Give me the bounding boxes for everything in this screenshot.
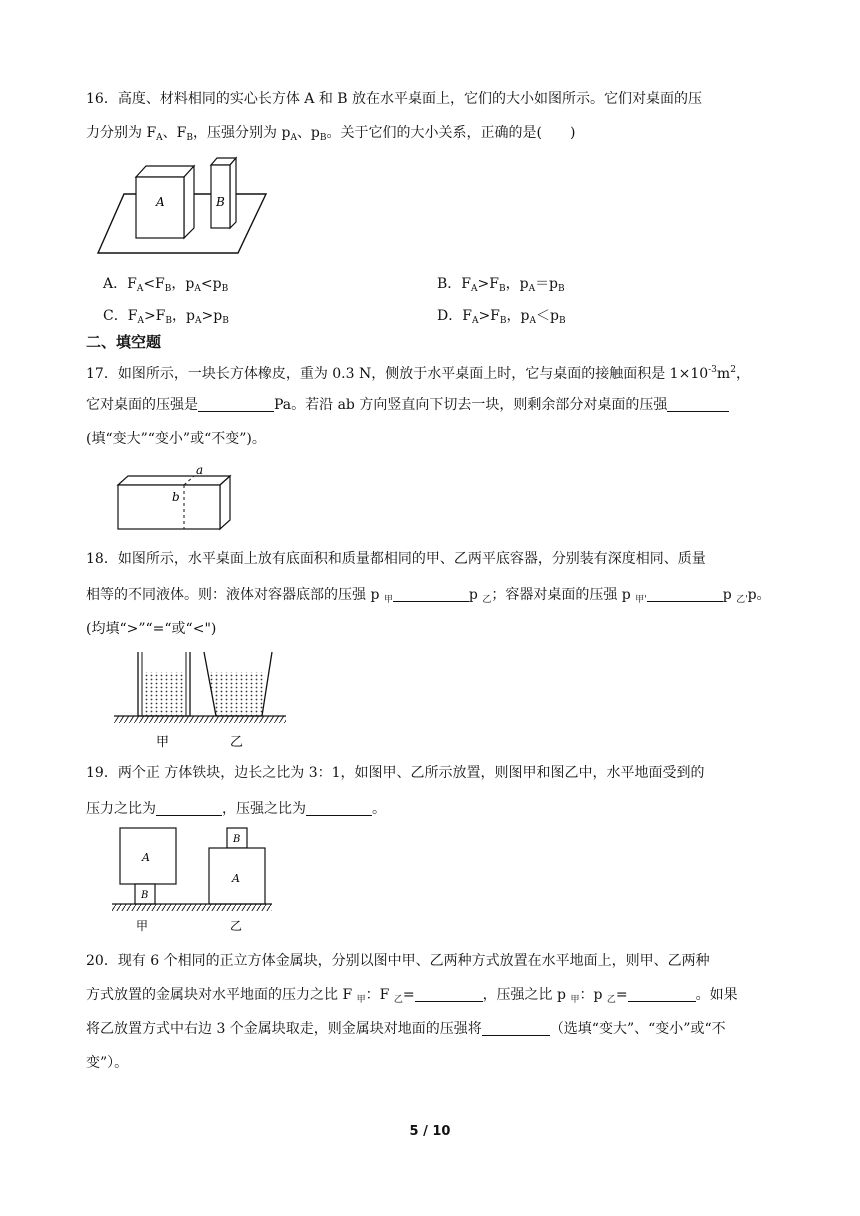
page-number: 5 / 10 xyxy=(409,1124,451,1139)
q16-line1: 16．高度、材料相同的实心长方体 A 和 B 放在水平桌面上，它们的大小如图所示。它们对桌面的压 xyxy=(86,91,703,107)
q18-line3: (均填“>”“=“或“<") xyxy=(86,621,217,637)
q18-label-jia: 甲 xyxy=(156,735,170,750)
q20-line3: 将乙放置方式中右边 3 个金属块取走，则金属块对地面的压强将 （选填“变大”、“变小”或“不 xyxy=(86,1021,726,1037)
q17-label-b: b xyxy=(172,490,180,504)
q16-option-c: C．$F_A>F_B$，$p_A>p_B$ xyxy=(103,308,229,326)
q17-label-a: a xyxy=(196,463,204,477)
q19-jia-b: B xyxy=(141,890,149,901)
q19-yi-a: A xyxy=(232,872,240,885)
q19-yi-b: B xyxy=(233,834,241,845)
q20-line2: 方式放置的金属块对水平地面的压力之比 F $_甲$：F $_乙$= ，压强之比 p $_甲$：p $_乙$= 。如果 xyxy=(86,987,738,1005)
q19-line1: 19．两个正 方体铁块，边长之比为 3：1，如图甲、乙所示放置，则图甲和图乙中，水平地面受到的 xyxy=(86,765,705,781)
q19-label-jia: 甲 xyxy=(136,919,149,933)
q16-figure xyxy=(96,150,276,262)
q18-figure xyxy=(110,650,290,754)
q16-option-b: B．$F_A>F_B$，$p_A=p_B$ xyxy=(437,276,565,294)
q18-line1: 18．如图所示，水平桌面上放有底面积和质量都相同的甲、乙两平底容器，分别装有深度相同、质量 xyxy=(86,551,706,567)
q18-label-yi: 乙 xyxy=(230,735,244,750)
q16-line2: 力分别为 $F_A$、$F_B$，压强分别为 $p_A$、$p_B$。关于它们的大小关系，正确的是( ) xyxy=(86,125,576,143)
q19-label-yi: 乙 xyxy=(230,919,243,933)
q19-figure xyxy=(110,826,280,940)
q20-line4: 变”）。 xyxy=(86,1055,129,1071)
q16-option-a: A．$F_A<F_B$，$p_A<p_B$ xyxy=(103,276,229,294)
q17-line2: 它对桌面的压强是 Pa。若沿 ab 方向竖直向下切去一块，则剩余部分对桌面的压强 xyxy=(86,395,729,415)
q17-figure xyxy=(112,463,236,533)
section-heading: 二、填空题 xyxy=(86,333,162,351)
q19-line2: 压力之比为 ，压强之比为 。 xyxy=(86,801,386,817)
q16-label-b: B xyxy=(216,195,225,209)
q18-line2: 相等的不同液体。则：液体对容器底部的压强 p $_甲$ p $_乙$；容器对桌面的压强 p $_{甲'}$ p $_{乙'}$p。 xyxy=(86,587,771,605)
q17-line3: (填“变大”“变小”或“不变”)。 xyxy=(86,431,266,447)
q19-jia-a: A xyxy=(142,851,150,864)
q20-line1: 20．现有 6 个相同的正立方体金属块，分别以图中甲、乙两种方式放置在水平地面上，则甲、乙两种 xyxy=(86,953,710,969)
q16-label-a: A xyxy=(156,195,165,209)
q16-option-d: D．$F_A>F_B$，$p_A<p_B$ xyxy=(437,308,566,326)
q17-line1: 17．如图所示，一块长方体橡皮，重为 0.3 N，侧放于水平桌面上时，它与桌面的接触面积是 $1\times 10^{-3}m^2$， xyxy=(86,365,750,382)
